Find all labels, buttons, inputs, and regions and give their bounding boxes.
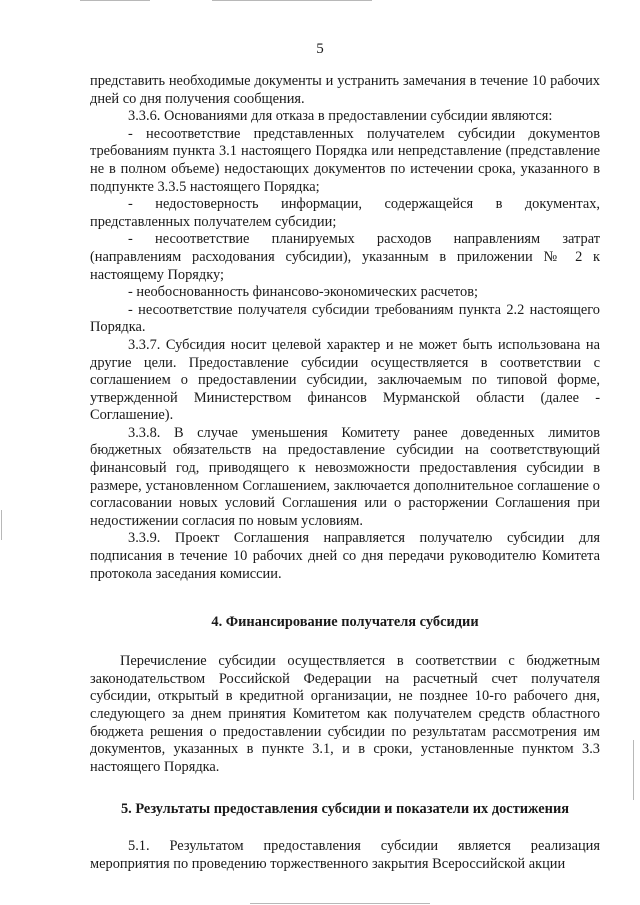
refusal-reason-3: - несоответствие планируемых расходов направлениям затрат (направлениям расходования субсидии), указанным в приложении № 2 к настоящему Порядку; (90, 231, 600, 283)
paragraph-continuation: представить необходимые документы и устранить замечания в течение 10 рабочих дней со дня получения сообщения. (90, 73, 600, 107)
section-5-heading: 5. Результаты предоставления субсидии и показатели их достижения (120, 801, 570, 818)
document-body (90, 73, 600, 874)
section-5-text: 5.1. Результатом предоставления субсидии является реализация мероприятия по проведению торжественного закрытия Всероссийской акции (90, 838, 600, 872)
refusal-reason-5: - несоответствие получателя субсидии требованиям пункта 2.2 настоящего Порядка. (90, 301, 600, 336)
scan-edge-mark (633, 740, 634, 800)
page-number: 5 (316, 41, 324, 57)
section-4-heading: 4. Финансирование получателя субсидии (211, 614, 479, 631)
scan-edge-mark (250, 903, 430, 904)
clause-3-3-7: 3.3.7. Субсидия носит целевой характер и не может быть использована на другие цели. Предоставление субсидии осуществляется в соответствии с соглашением о предоставлении субсидии, заключаемым по типовой форме, утвержденной Министерством финансов Мурманской области (далее - Соглашение). (90, 336, 600, 424)
clause-3-3-8: 3.3.8. В случае уменьшения Комитету ранее доведенных лимитов бюджетных обязательств на предоставление субсидии на соответствующий финансовый год, приводящего к невозможности предоставления субсидии в размере, установленном Соглашением, заключается дополнительное соглашение о согласовании новых условий Соглашения или о расторжении Соглашения при недостижении согласия по новым условиям. (90, 424, 600, 529)
clause-3-3-6: 3.3.6. Основаниями для отказа в предоставлении субсидии являются: (128, 108, 553, 125)
scan-edge-mark (80, 0, 150, 1)
scan-edge-mark (212, 0, 372, 1)
clause-3-3-9: 3.3.9. Проект Соглашения направляется получателю субсидии для подписания в течение 10 рабочих дней со дня передачи руководителю Комитета протокола заседания комиссии. (90, 530, 600, 582)
refusal-reason-1: - несоответствие представленных получателем субсидии документов требованиям пункта 3.1 настоящего Порядка или непредставление (представление не в полном объеме) недостающих документов по истечении срока, указанного в подпункте 3.3.5 настоящего Порядка; (90, 125, 600, 195)
refusal-reason-2: - недостоверность информации, содержащейся в документах, представленных получателем субсидии; (90, 196, 600, 230)
scan-edge-mark (1, 510, 2, 540)
section-4-text: Перечисление субсидии осуществляется в соответствии с бюджетным законодательством Российской Федерации на расчетный счет получателя субсидии, открытый в кредитной организации, не позднее 10-го рабочего дня, следующего за днем принятия Комитетом как получателем средств областного бюджета решения о предоставлении субсидии по результатам рассмотрения им документов, указанных в пункте 3.1, и в сроки, установленные пунктом 3.3 настоящего Порядка. (90, 653, 600, 775)
refusal-reason-4: - необоснованность финансово-экономических расчетов; (128, 284, 479, 301)
